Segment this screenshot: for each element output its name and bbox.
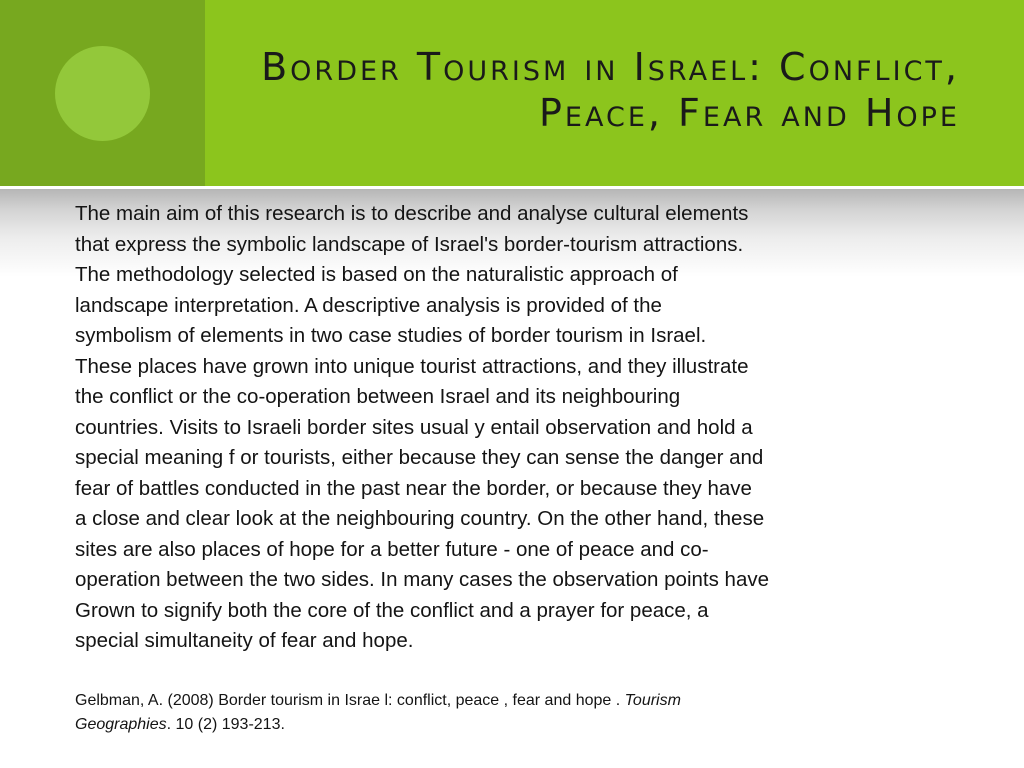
citation-journal-part-1: Tourism [624,692,681,709]
citation-line-1 [75,689,965,713]
body-line: The methodology selected is based on the naturalistic approach of [75,263,678,286]
citation [75,689,965,737]
decorative-circle [55,46,150,141]
citation-journal-part-2: Geographies [75,716,167,733]
body-paragraph [75,199,965,657]
body-line: the conflict or the co-operation between Israel and its neighbouring [75,385,681,408]
citation-line-2 [75,713,965,737]
body-line: fear of battles conducted in the past near the border, or because they have [75,476,752,500]
body-line: sites are also places of hope for a better future - one of peace and co- [75,537,709,561]
body-line: operation between the two sides. In many cases the observation points have [75,568,770,591]
body-line: The main aim of this research is to describe and analyse cultural elements [75,202,749,225]
body-line: special simultaneity of fear and hope. [75,629,414,652]
slide-title [200,44,960,136]
citation-authors: Gelbman, A. (2008) Border tourism in Israe l: conflict, peace , fear and hope . [75,692,625,709]
body-line: special meaning f or tourists, either because they can sense the danger and [75,446,764,469]
body-line: countries. Visits to Israeli border sites usual y entail observation and hold a [75,415,753,439]
citation-volume-pages: . 10 (2) 193-213. [166,716,285,733]
slide-title-line-2: Peace, Fear and Hope [539,91,960,135]
body-line: symbolism of elements in two case studies of border tourism in Israel. [75,324,707,347]
body-line: landscape interpretation. A descriptive analysis is provided of the [75,293,662,317]
header-divider [0,186,1024,189]
body-line: a close and clear look at the neighbouring country. On the other hand, these [75,507,765,530]
body-line: These places have grown into unique tourist attractions, and they illustrate [75,354,749,378]
body-line: Grown to signify both the core of the conflict and a prayer for peace, a [75,598,709,622]
slide-title-line-1: Border Tourism in Israel: Conflict, [261,45,960,89]
body-line: that express the symbolic landscape of Israel's border-tourism attractions. [75,232,744,256]
